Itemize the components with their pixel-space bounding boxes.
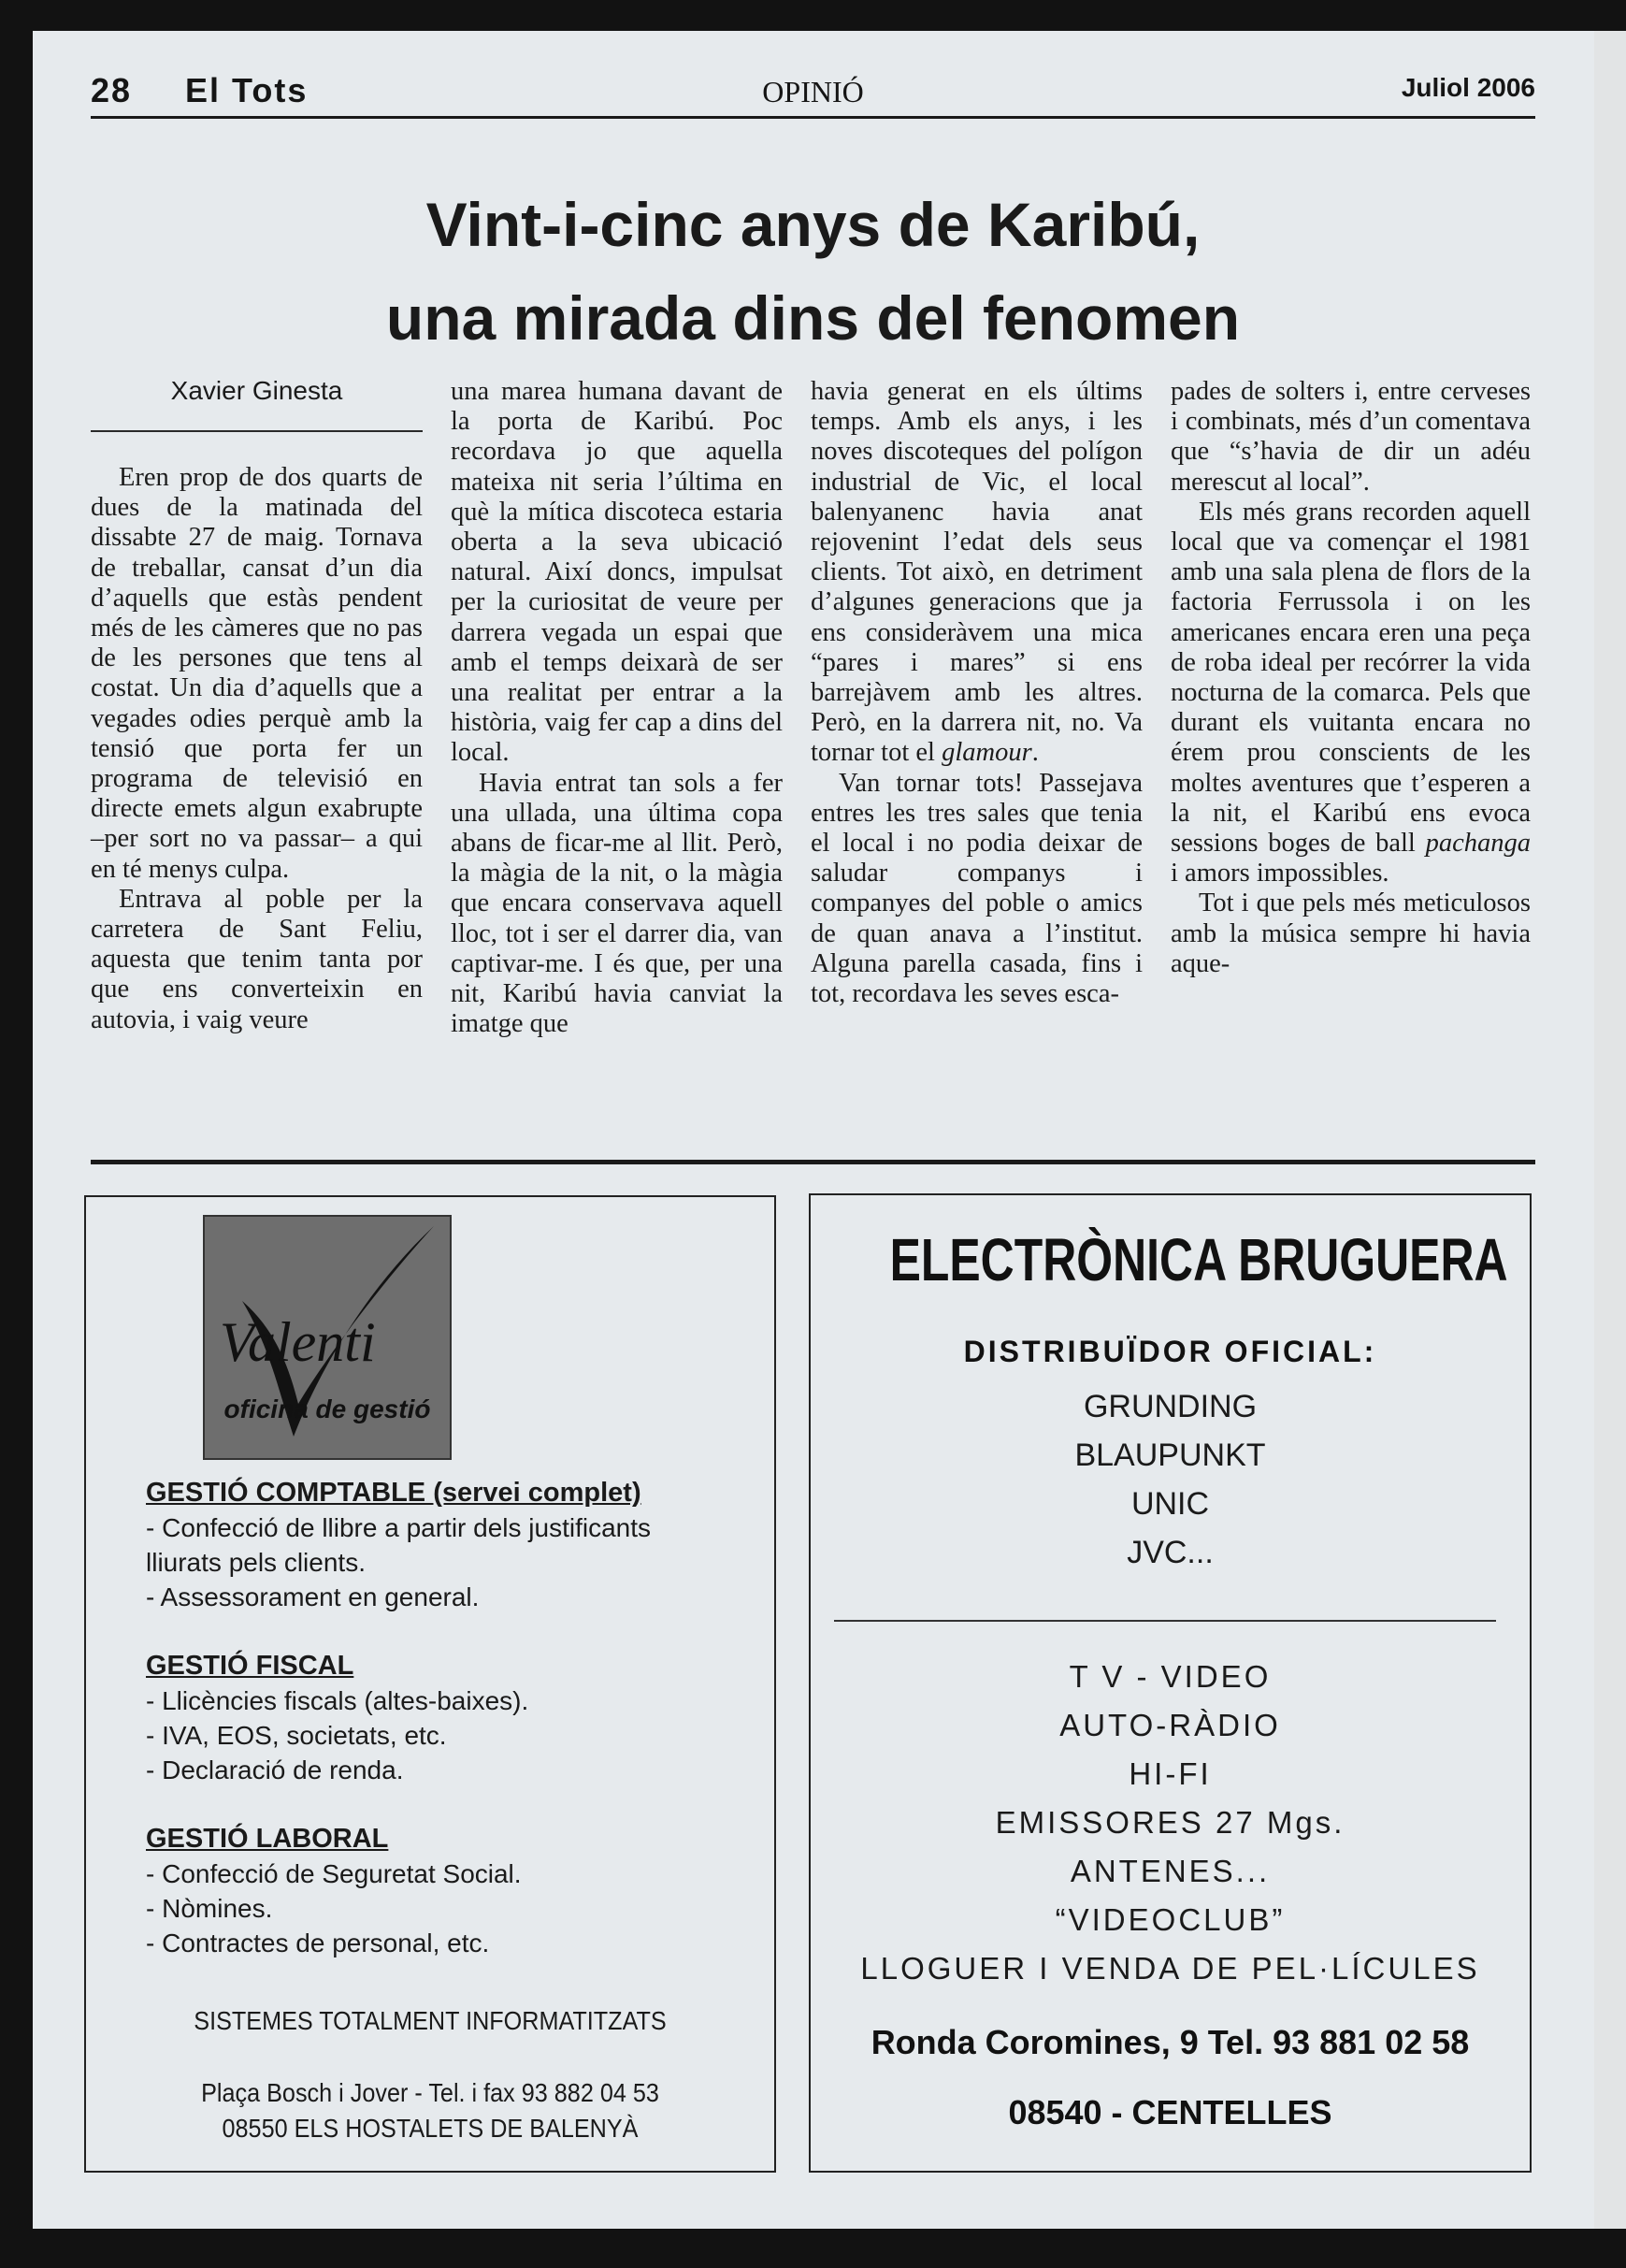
paragraph: havia generat en els últims temps. Amb els anys, i les noves discoteques del polígon industrial de Vic, el local balenyanenc havia anat rejovenint l’edat dels seus clients. Tot això, en detriment d’algunes generacions que ja ens consideràvem una mica “pares i mares” si ens barrejàvem amb les altres. Però, en la darrera nit, no. Va tornar tot el glamour. xyxy=(811,377,1143,768)
section-name: OPINIÓ xyxy=(762,75,864,108)
paragraph: Eren prop de dos quarts de dues de la matinada del dissabte 27 de maig. Tornava de treballar, cansat d’un dia d’aquells que estàs pendent més de les càmeres que no pas de les persones que tens al costat. Un dia d’aquells que a vegades odies perquè amb la tensió que porta fer un programa de televisió en directe emets algun exabrupte –per sort no va passar– a qui en té menys culpa. xyxy=(91,463,423,884)
ad-city: 08550 ELS HOSTALETS DE BALENYÀ xyxy=(222,2114,639,2143)
service-section-accounting xyxy=(146,1476,651,1614)
paragraph: pades de solters i, entre cerveses i combinats, més d’un comentava que “s’havia de dir un adéu merescut al local”. xyxy=(1171,377,1531,497)
shop-name: ELECTRÒNICA BRUGUERA xyxy=(889,1226,1508,1293)
brand-item: BLAUPUNKT xyxy=(1074,1437,1266,1473)
facing-page-edge xyxy=(1594,31,1626,2229)
paragraph: Els més grans recorden aquell local que va començar el 1981 amb una sala plena de flors de la factoria Ferrussola i on les americanes encara eren una peça de roba ideal per recórrer la vida nocturna de la comarca. Pels que durant els vuitanta encara no érem prou conscients de les moltes aventures que t’esperen a la nit, el Karibú ens evoca sessions boges de ball pachanga i amors impossibles. xyxy=(1171,497,1531,888)
valenti-logo xyxy=(203,1215,452,1460)
service-item: - Declaració de renda. xyxy=(146,1755,404,1784)
service-item: AUTO-RÀDIO xyxy=(1059,1708,1281,1742)
logo-subtitle: oficina de gestió xyxy=(223,1394,431,1423)
article-title xyxy=(91,178,1535,365)
italic-word: pachanga xyxy=(1425,829,1531,859)
brand-item: JVC... xyxy=(1127,1535,1214,1570)
service-item: “VIDEOCLUB” xyxy=(1055,1902,1286,1937)
ad-valenti xyxy=(84,1195,776,2173)
section-heading: GESTIÓ LABORAL xyxy=(146,1824,389,1854)
service-item: LLOGUER I VENDA DE PEL·LÍCULES xyxy=(860,1951,1480,1986)
publication-name: El Tots xyxy=(185,71,309,109)
article-column-3 xyxy=(811,377,1143,1009)
page-number: 28 xyxy=(91,71,133,109)
article-column-2 xyxy=(451,377,783,1039)
service-section-fiscal xyxy=(146,1649,528,1787)
ad-address: Plaça Bosch i Jover - Tel. i fax 93 882 04 53 xyxy=(201,2078,659,2107)
brand-item: GRUNDING xyxy=(1083,1389,1258,1424)
paragraph: una marea humana davant de la porta de Karibú. Poc recordava jo que aquella mateixa nit seria l’última en què la mítica discoteca estaria oberta a la seva ubicació natural. Així doncs, impulsat per la curiositat de veure per darrera vegada un espai que amb el temps deixarà de ser una realitat per entrar a la història, vaig fer cap a dins del local. xyxy=(451,377,783,768)
ad-electronica-bruguera xyxy=(809,1193,1532,2173)
service-item: HI-FI xyxy=(1129,1756,1212,1791)
shop-address: Ronda Coromines, 9 Tel. 93 881 02 58 xyxy=(871,2023,1470,2061)
service-section-labour xyxy=(146,1822,522,1960)
distributor-label: DISTRIBUÏDOR OFICIAL: xyxy=(963,1335,1377,1368)
service-item: lliurats pels clients. xyxy=(146,1548,366,1577)
paragraph: Havia entrat tan sols a fer una ullada, una última copa abans de ficar-me al llit. Però, la màgia de la nit, o la màgia que encara conservava aquell lloc, tot i ser el darrer dia, van captivar-me. I és que, per una nit, Karibú havia canviat la imatge que xyxy=(451,768,783,1039)
author-rule xyxy=(91,430,423,432)
section-heading: GESTIÓ COMPTABLE (servei complet) xyxy=(146,1478,641,1508)
shop-city: 08540 - CENTELLES xyxy=(1008,2093,1332,2131)
paragraph: Tot i que pels més meticulosos amb la música sempre hi havia aque- xyxy=(1171,888,1531,978)
ad-tagline: SISTEMES TOTALMENT INFORMATITZATS xyxy=(194,2006,667,2035)
paragraph: Entrava al poble per la carretera de Sant Feliu, aquesta que tenim tanta por que ens converteixin en autovia, i vaig veure xyxy=(91,884,423,1034)
service-item: - Nòmines. xyxy=(146,1894,273,1923)
article-column-4 xyxy=(1171,377,1531,979)
ad-divider xyxy=(834,1620,1496,1622)
article-column-1 xyxy=(91,463,423,1035)
title-line-1: Vint-i-cinc anys de Karibú, xyxy=(425,190,1201,259)
page-header xyxy=(91,67,1535,123)
brand-item: UNIC xyxy=(1130,1486,1210,1522)
section-heading: GESTIÓ FISCAL xyxy=(146,1651,354,1681)
service-item: - Assessorament en general. xyxy=(146,1582,480,1611)
service-item: - Confecció de Seguretat Social. xyxy=(146,1859,522,1888)
service-item: - Llicències fiscals (altes-baixes). xyxy=(146,1686,529,1715)
title-line-2: una mirada dins del fenomen xyxy=(385,283,1241,353)
issue-date: Juliol 2006 xyxy=(1401,73,1535,102)
service-item: ANTENES... xyxy=(1070,1854,1271,1888)
service-item: EMISSORES 27 Mgs. xyxy=(995,1805,1345,1840)
italic-word: glamour xyxy=(942,738,1032,768)
article-end-rule xyxy=(91,1160,1535,1164)
paragraph: Van tornar tots! Passejava entres les tres sales que tenia el local i no podia deixar de saludar companys i companyes del poble o amics de quan anava a l’institut. Alguna parella casada, fins i tot, recordava les seves esca- xyxy=(811,768,1143,1009)
service-item: - Confecció de llibre a partir dels justificants xyxy=(146,1513,652,1542)
logo-name: Valenti xyxy=(220,1311,376,1373)
article-author: Xavier Ginesta xyxy=(170,376,343,405)
header-rule xyxy=(91,116,1535,119)
service-item: - Contractes de personal, etc. xyxy=(146,1929,490,1957)
service-item: - IVA, EOS, societats, etc. xyxy=(146,1721,447,1750)
service-item: T V - VIDEO xyxy=(1069,1659,1272,1694)
